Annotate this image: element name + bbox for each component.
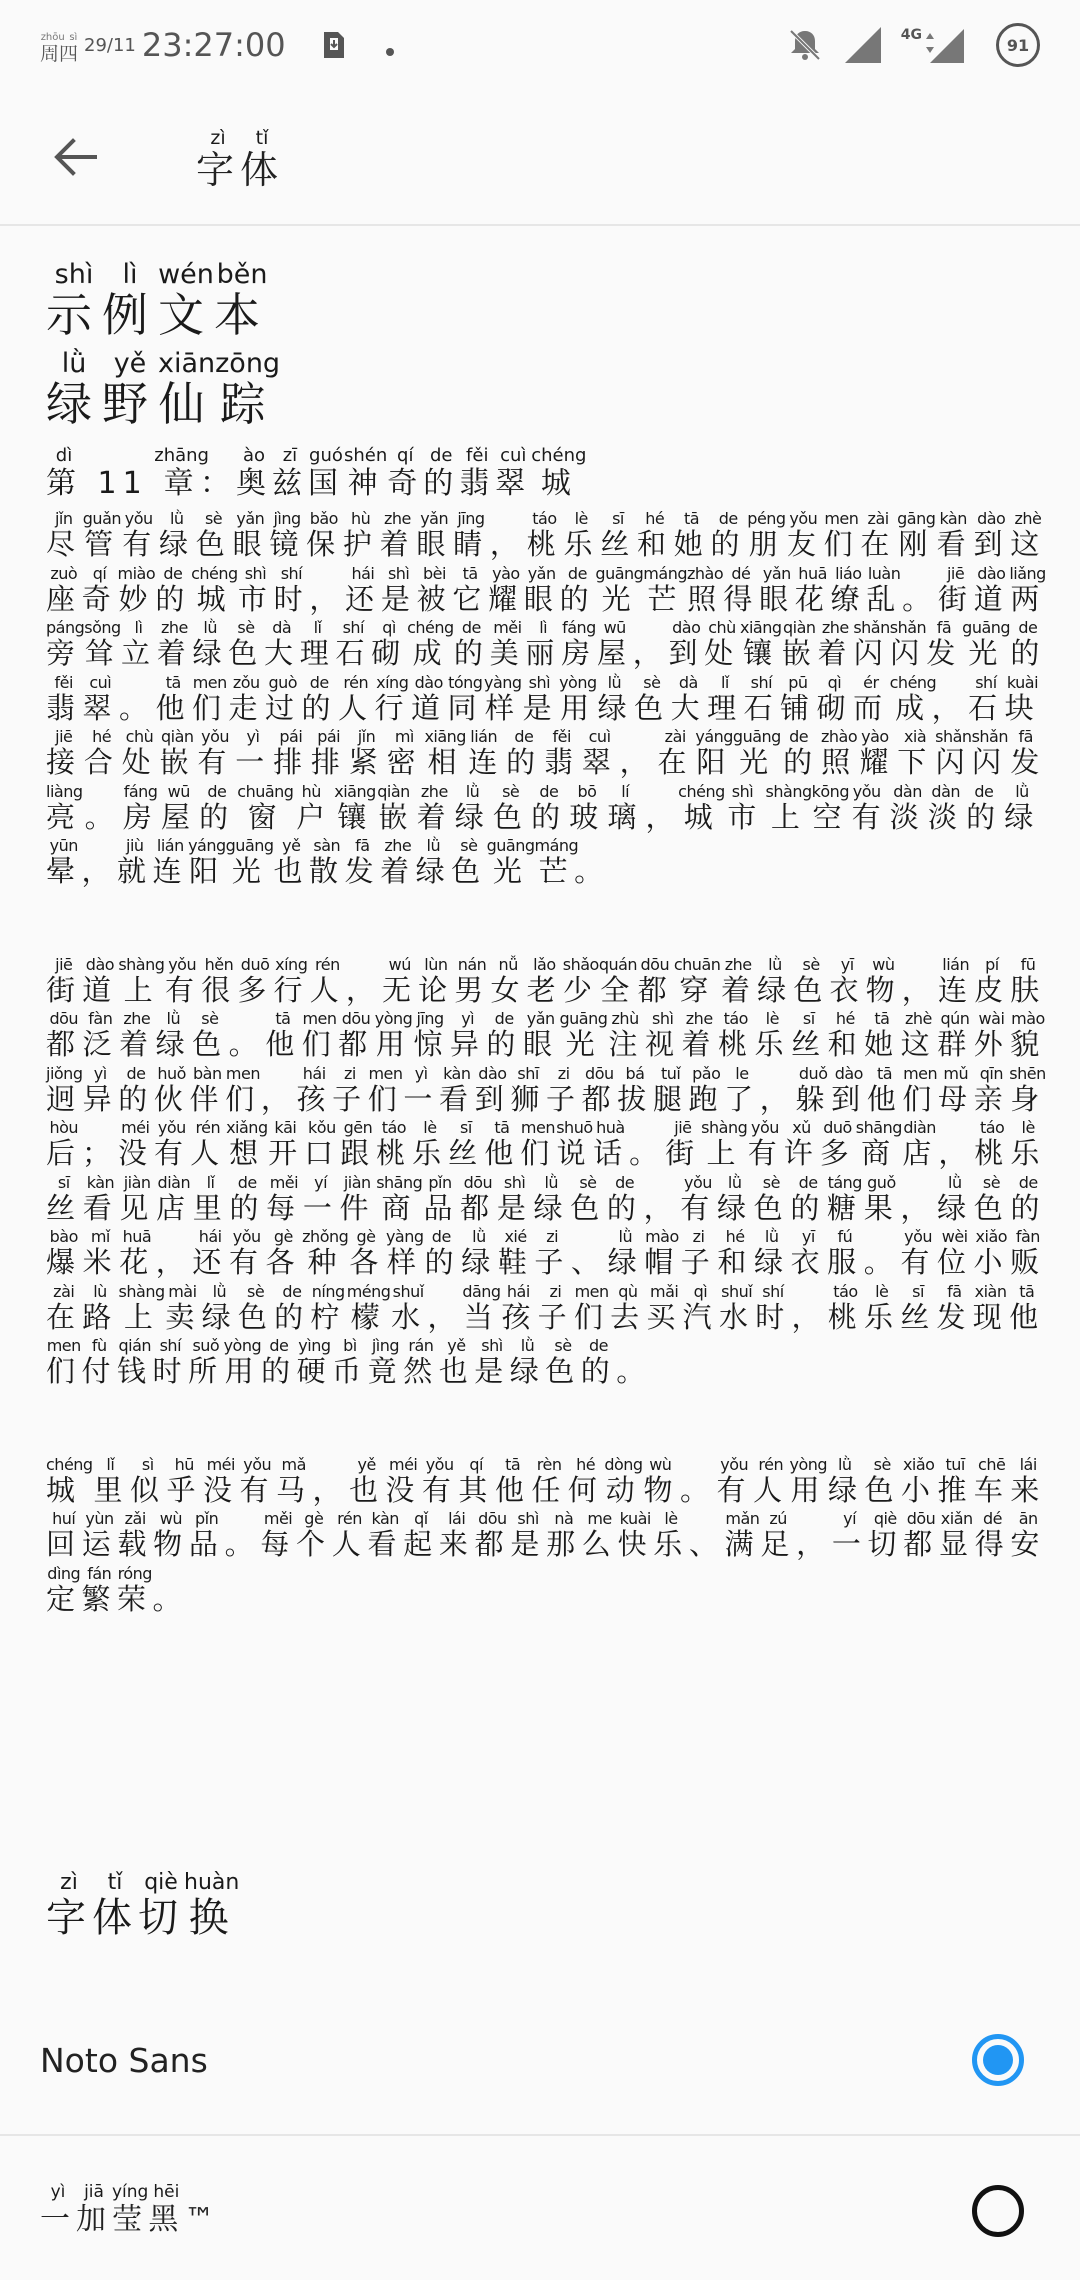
cell-signal-icon <box>843 25 883 65</box>
font-option-noto-sans[interactable] <box>0 1986 1080 2136</box>
status-date: 29/11 <box>84 34 136 56</box>
sample-paragraph-1: 尽jǐn管guǎn有yǒu绿lǜ色sè眼yǎn镜jìng保bǎo护hù着zhe眼yǎn睛jīng，桃táo乐lè丝sī和hé她tā的de朋péng友yǒu们men在zài刚gāng看kàn到dào这zhè座zuò奇qí妙miào的de城chéng市shì时shí，还hái是shì被bèi它tā耀yào眼yǎn的de光guāng芒máng照zhào得dé眼yǎn花huā缭liáo乱luàn。街jiē道dào两liǎng旁páng耸sǒng立lì着zhe绿lǜ色sè大dà理lǐ石shí砌qì成chéng的de美měi丽lì房fáng屋wū，到dào处chù镶xiāng嵌qiàn着zhe闪shǎn闪shǎn发fā光guāng的de翡fěi翠cuì。他tā们men走zǒu过guò的de人rén行xíng道dào同tóng样yàng是shì用yòng绿lǜ色sè大dà理lǐ石shí铺pū砌qì而ér成chéng，石shí块kuài接jiē合hé处chù嵌qiàn有yǒu一yì排pái排pái紧jǐn密mì相xiāng连lián的de翡fěi翠cuì，在zài阳yáng光guāng的de照zhào耀yào下xià闪shǎn闪shǎn发fā亮liàng。房fáng屋wū的de窗chuāng户hù镶xiāng嵌qiàn着zhe绿lǜ色sè的de玻bō璃lí，城chéng市shì上shàng空kōng有yǒu淡dàn淡dàn的de绿lǜ晕yūn，就jiù连lián阳yáng光guāng也yě散sàn发fā着zhe绿lǜ色sè光guāng芒máng。 <box>46 509 1046 889</box>
status-weekday: 周四zhōu sì <box>40 31 79 65</box>
cell-signal-icon-2 <box>926 25 966 65</box>
status-right <box>785 23 1040 67</box>
font-option-oneplus-sans[interactable] <box>0 2136 1080 2280</box>
back-button[interactable] <box>40 122 110 192</box>
page-title: 字zì体tǐ <box>196 126 285 192</box>
font-option-label-ruby: 一yì加jiā莹yíng黑hēi <box>40 2182 185 2237</box>
sample-paragraph-2: 街jiē道dào上shàng有yǒu很hěn多duō行xíng人rén，无wú论lùn男nán女nǚ老lǎo少shǎo全quán都dōu穿chuān着zhe绿lǜ色sè衣yī物wù，连lián皮pí肤fū都dōu泛fàn着zhe绿lǜ色sè。他tā们men都dōu用yòng惊jīng异yì的de眼yǎn光guāng注zhù视shì着zhe桃táo乐lè丝sī和hé她tā这zhè群qún外wài貌mào迥jiǒng异yì的de伙huǒ伴bàn们men，孩hái子zi们men一yì看kàn到dào狮shī子zi都dōu拔bá腿tuǐ跑pǎo了le，躲duǒ到dào他tā们men母mǔ亲qīn身shēn后hòu；没méi有yǒu人rén想xiǎng开kāi口kǒu跟gēn桃táo乐lè丝sī他tā们men说shuō话huà。街jiē上shàng有yǒu许xǔ多duō商shāng店diàn，桃táo乐lè丝sī看kàn见jiàn店diàn里lǐ的de每měi一yí件jiàn商shāng品pǐn都dōu是shì绿lǜ色sè的de，有yǒu绿lǜ色sè的de糖táng果guǒ，绿lǜ色sè的de爆bào米mǐ花huā，还hái有yǒu各gè种zhǒng各gè样yàng的de绿lǜ鞋xié子zi、绿lǜ帽mào子zi和hé绿lǜ衣yī服fú。有yǒu位wèi小xiǎo贩fàn在zài路lù上shàng卖mài绿lǜ色sè的de柠níng檬méng水shuǐ，当dāng孩hái子zi们men去qù买mǎi汽qì水shuǐ时shí，桃táo乐lè丝sī发fā现xiàn他tā们men付fù钱qián时shí所suǒ用yòng的de硬yìng币bì竟jìng然rán也yě是shì绿lǜ色sè的de。 <box>46 954 1046 1389</box>
network-type: 4G <box>900 27 922 43</box>
book-title: 绿lǜ野yě仙xiān踪zōng <box>46 348 281 432</box>
chapter-title: 第dì 11 章zhāng：奥ào兹zī国guó神shén奇qí的de翡fěi翠cuì城chéng <box>46 444 587 501</box>
app-bar <box>0 90 1080 226</box>
font-option-label-cn <box>40 2184 220 2238</box>
radio-unchecked-icon[interactable] <box>972 2185 1024 2237</box>
arrow-left-icon <box>51 133 99 181</box>
battery-level: 91 <box>1006 35 1030 55</box>
sim-card-icon <box>322 30 346 60</box>
status-bar <box>0 0 1080 90</box>
trademark-suffix: ™ <box>184 2202 221 2237</box>
status-time: 23:27:00 <box>141 26 286 64</box>
font-option-label: Noto Sans <box>40 2040 208 2080</box>
sample-paragraph-3: 城chéng里lǐ似sì乎hū没méi有yǒu马mǎ，也yě没méi有yǒu其qí他tā任rèn何hé动dòng物wù。有yǒu人rén用yòng绿lǜ色sè小xiǎo推tuī车chē来lái回huí运yùn载zǎi物wù品pǐn。每měi个gè人rén看kàn起qǐ来lái都dōu是shì那nà么me快kuài乐lè、满mǎn足zú，一yí切qiè都dōu显xiǎn得dé安ān定dìng繁fán荣róng。 <box>46 1454 1046 1616</box>
notification-dot-icon <box>386 48 394 56</box>
battery-ring-icon <box>996 23 1040 67</box>
bell-off-icon <box>785 25 825 65</box>
sample-heading: 示shì例lì文wén本běn <box>46 259 270 342</box>
font-switch-heading: 字zì体tǐ切qiè换huàn <box>46 1870 240 1941</box>
radio-checked-icon[interactable] <box>972 2034 1024 2086</box>
sample-text-section <box>46 259 1046 1626</box>
